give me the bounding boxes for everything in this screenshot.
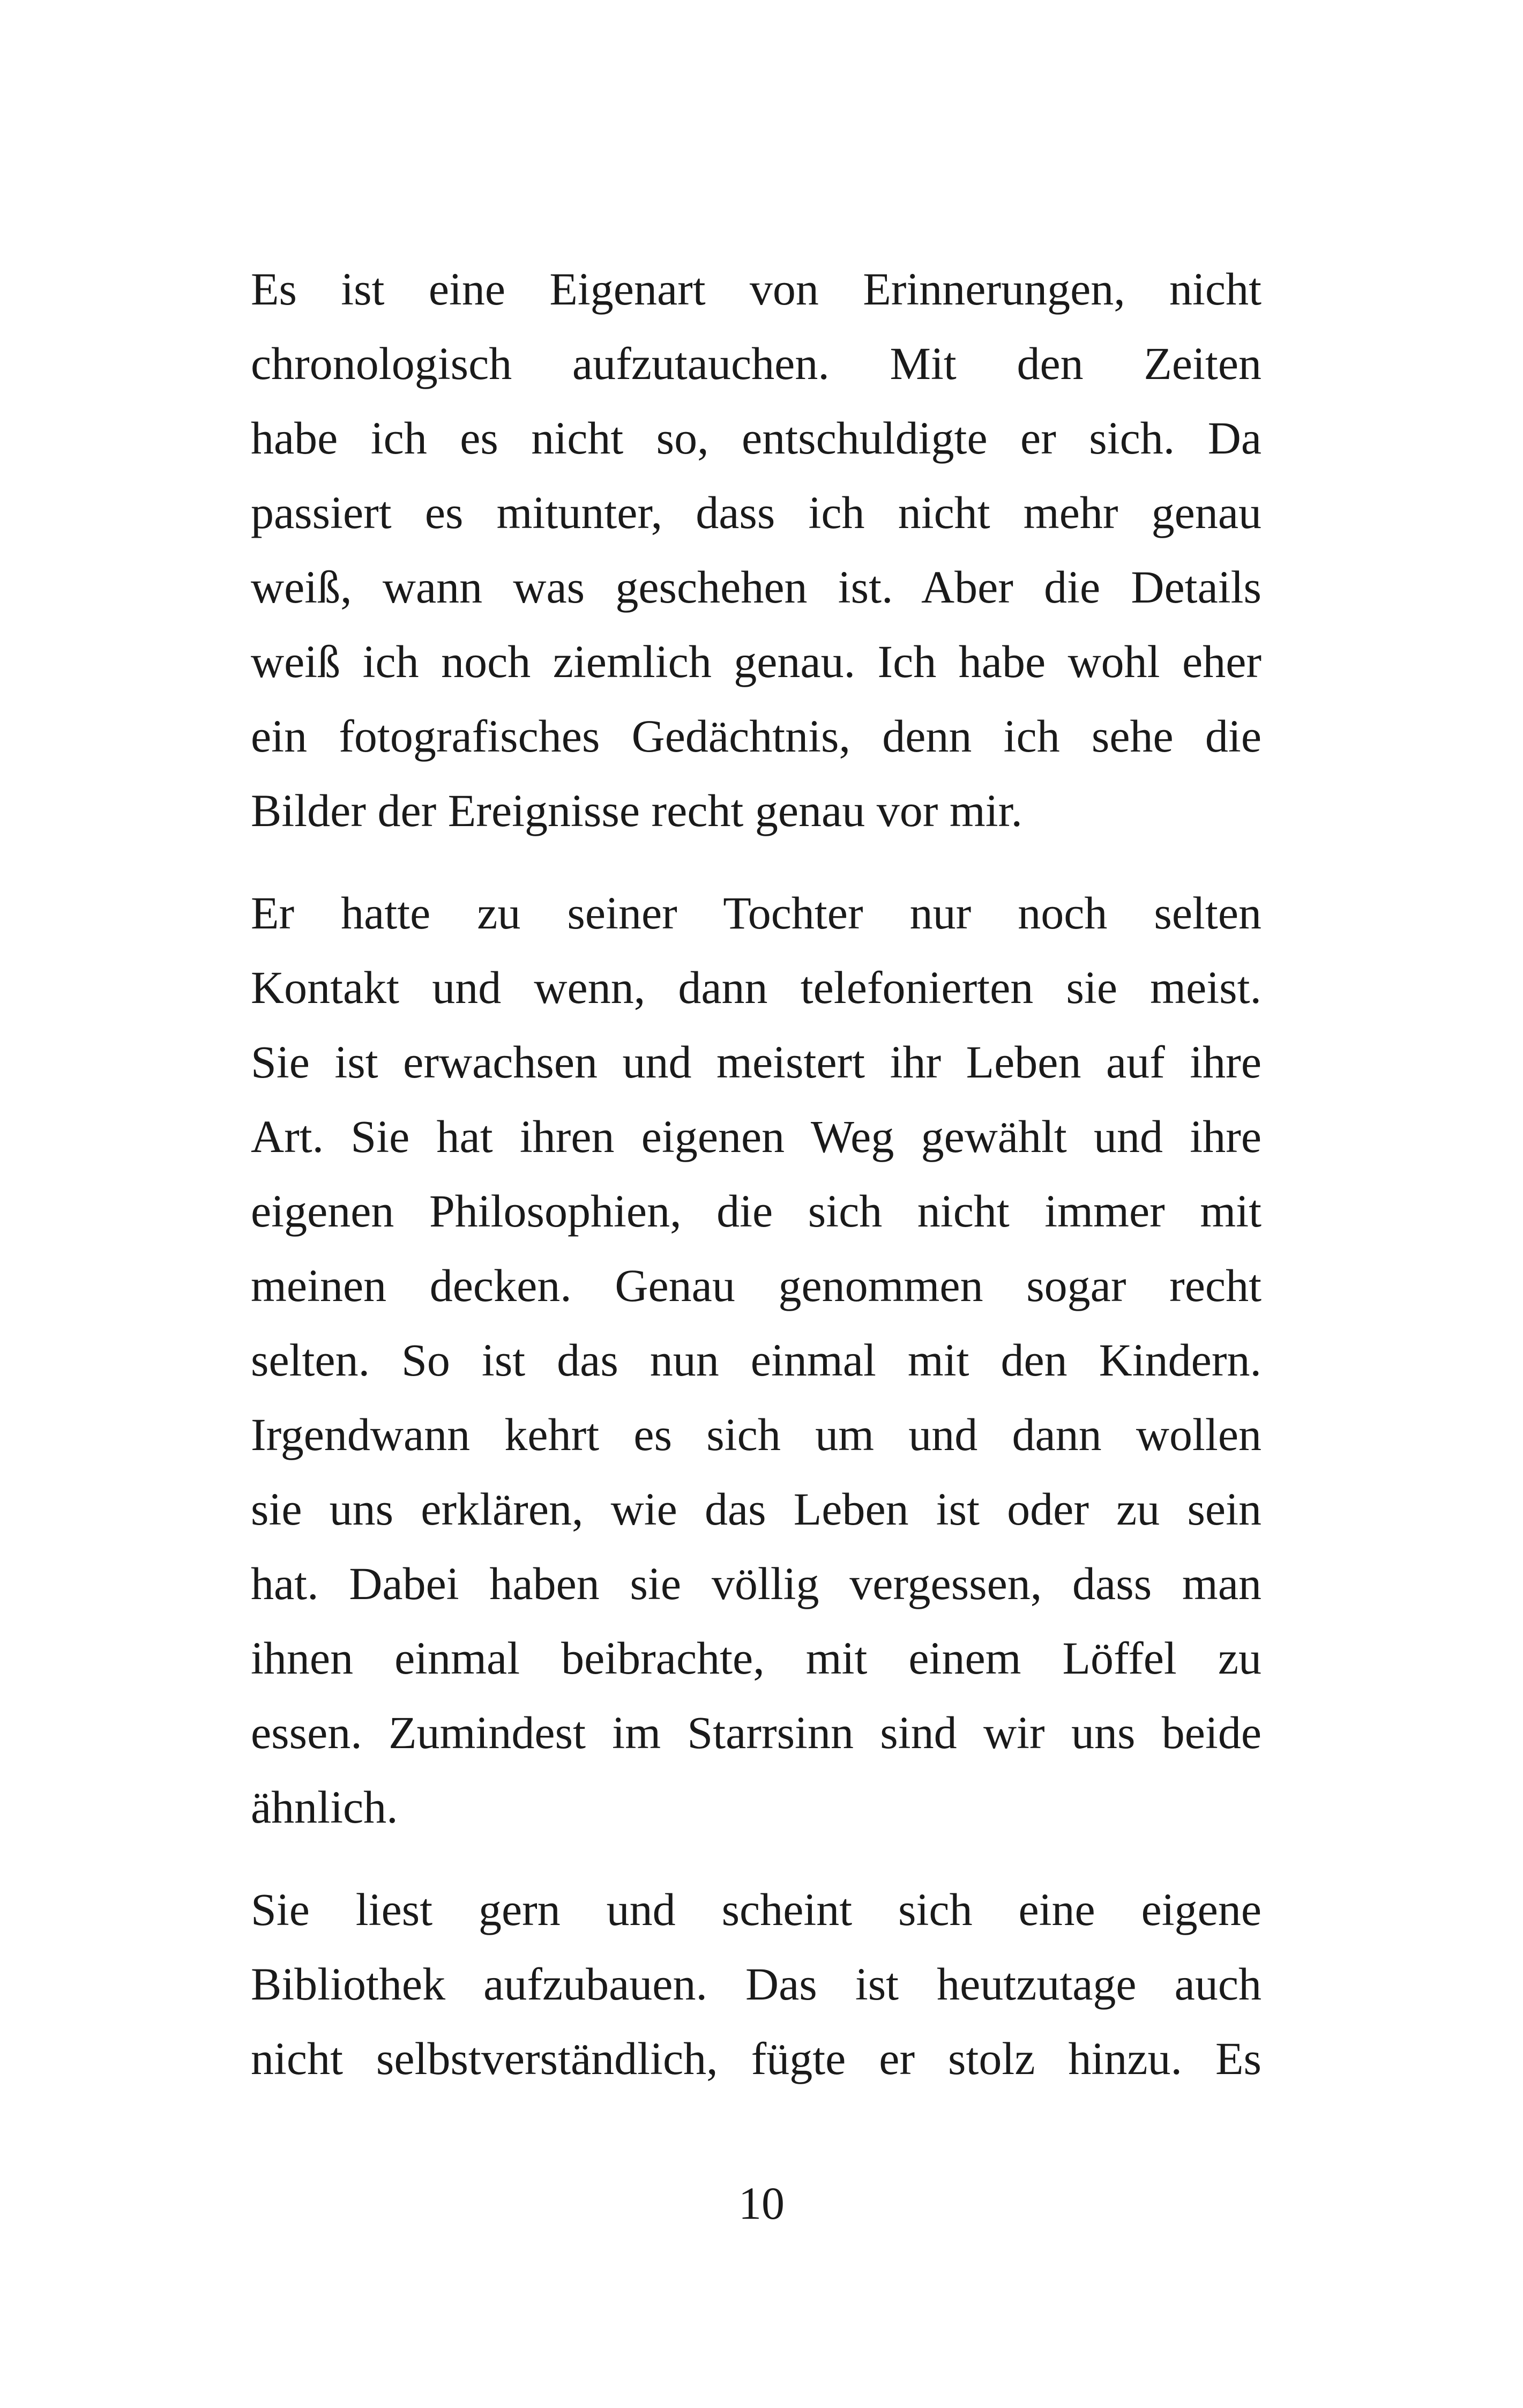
body-text bbox=[251, 252, 1261, 2096]
text-line: Er hatte zu seiner Tochter nur noch selten bbox=[251, 887, 1261, 939]
text-line: chronologisch aufzutauchen. Mit den Zeiten bbox=[251, 338, 1261, 389]
text-line: habe ich es nicht so, entschuldigte er sich. Da bbox=[251, 412, 1261, 464]
text-line: weiß, wann was geschehen ist. Aber die Details bbox=[251, 561, 1261, 613]
text-line: sie uns erklären, wie das Leben ist oder zu sein bbox=[251, 1483, 1261, 1535]
paragraph-1 bbox=[251, 252, 1261, 848]
text-line: Irgendwann kehrt es sich um und dann wollen bbox=[251, 1409, 1261, 1460]
text-line: essen. Zumindest im Starrsinn sind wir uns beide bbox=[251, 1707, 1261, 1758]
text-line: Es ist eine Eigenart von Erinnerungen, nicht bbox=[251, 263, 1261, 315]
text-line: meinen decken. Genau genommen sogar recht bbox=[251, 1260, 1261, 1311]
text-line: ein fotografisches Gedächtnis, denn ich sehe die bbox=[251, 710, 1261, 762]
paragraph-3 bbox=[251, 1872, 1261, 2096]
paragraph-2 bbox=[251, 876, 1261, 1845]
text-line: passiert es mitunter, dass ich nicht mehr genau bbox=[251, 487, 1261, 538]
text-line: Bilder der Ereignisse recht genau vor mir. bbox=[251, 785, 1023, 836]
text-line: Art. Sie hat ihren eigenen Weg gewählt und ihre bbox=[251, 1111, 1261, 1162]
text-line: Kontakt und wenn, dann telefonierten sie meist. bbox=[251, 962, 1261, 1013]
text-line: ähnlich. bbox=[251, 1781, 398, 1833]
text-line: Bibliothek aufzubauen. Das ist heutzutage auch bbox=[251, 1958, 1261, 2010]
text-line: ihnen einmal beibrachte, mit einem Löffel zu bbox=[251, 1632, 1261, 1684]
text-line: selten. So ist das nun einmal mit den Kindern. bbox=[251, 1334, 1261, 1386]
text-line: Sie liest gern und scheint sich eine eigene bbox=[251, 1884, 1261, 1935]
text-line: hat. Dabei haben sie völlig vergessen, dass man bbox=[251, 1558, 1261, 1609]
text-line: eigenen Philosophien, die sich nicht immer mit bbox=[251, 1185, 1261, 1237]
text-line: Sie ist erwachsen und meistert ihr Leben auf ihre bbox=[251, 1036, 1261, 1088]
text-line: weiß ich noch ziemlich genau. Ich habe wohl eher bbox=[251, 636, 1261, 687]
text-line: nicht selbstverständlich, fügte er stolz hinzu. Es bbox=[251, 2033, 1261, 2084]
page-number: 10 bbox=[738, 2177, 785, 2229]
